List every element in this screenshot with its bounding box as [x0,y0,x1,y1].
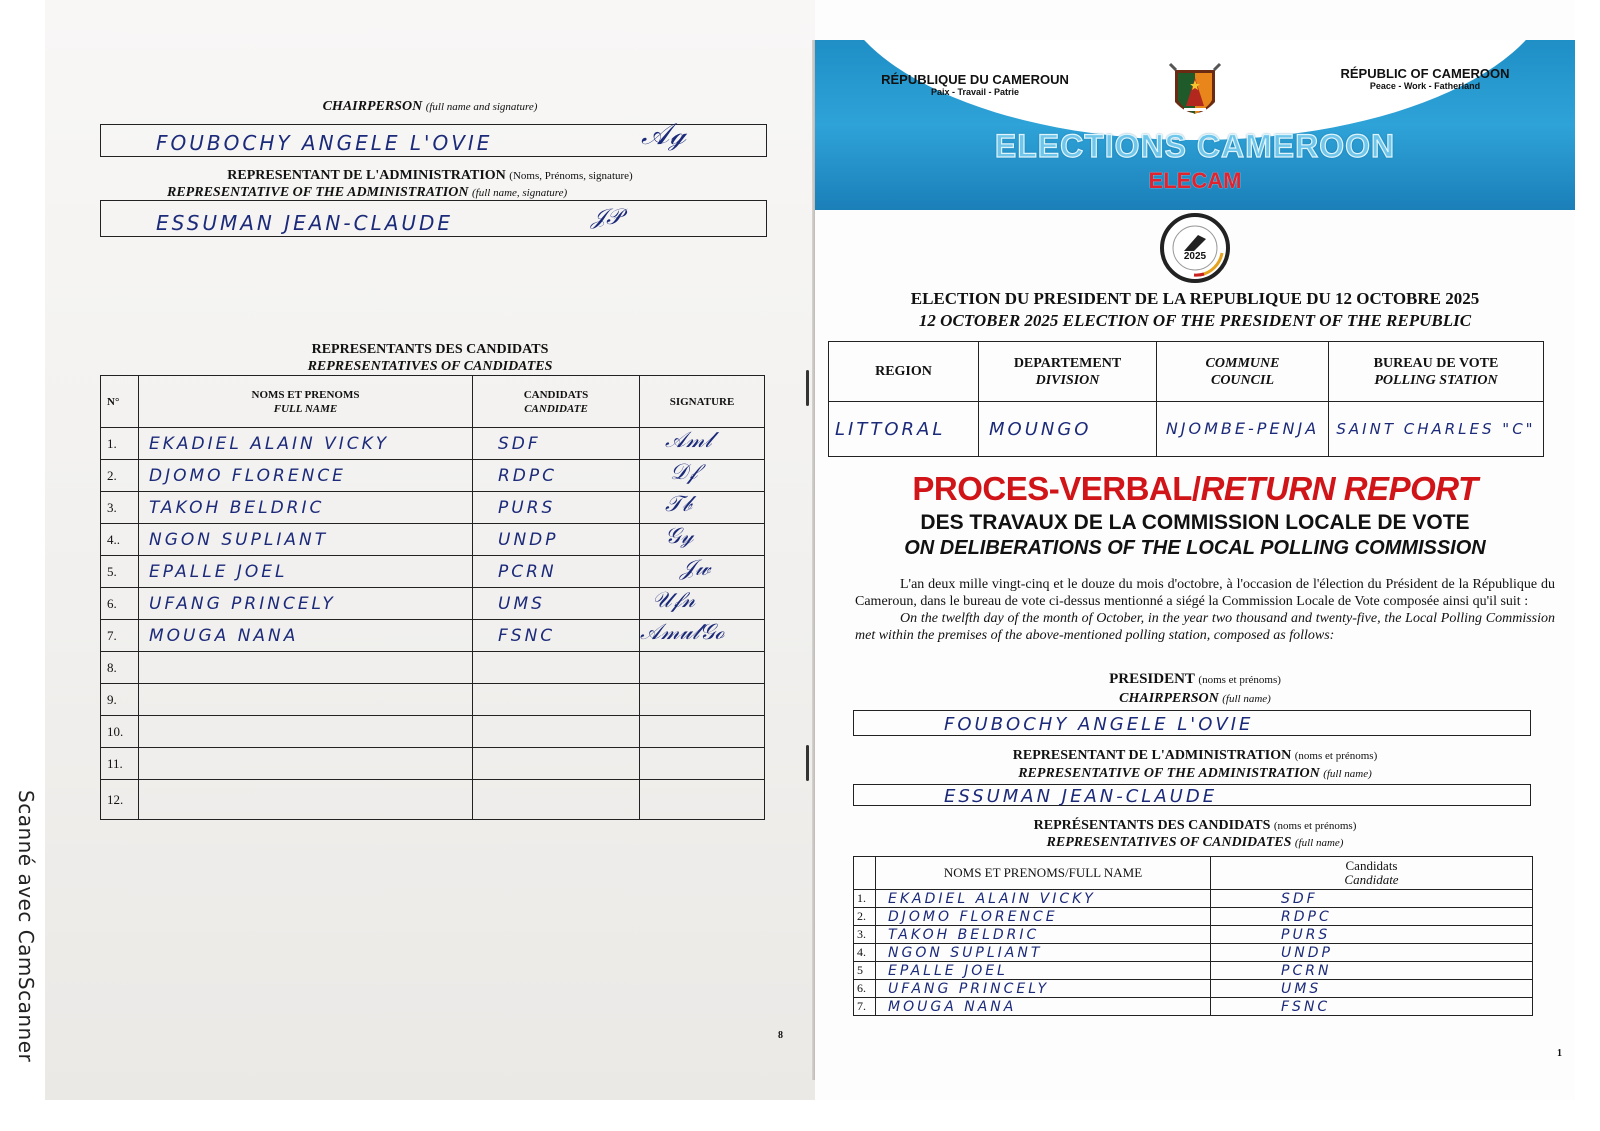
right-page [815,0,1575,1100]
table-row: 6. UFANG PRINCELY UMS 𝒰𝒻𝓃 [101,588,765,620]
coat-of-arms-icon [1160,62,1230,132]
col-candidate: CANDIDATS CANDIDATE [473,376,640,428]
signature-icon: 𝒢𝓎 [665,524,694,549]
rep-party: PURS [1281,926,1331,943]
report-subtitle-fr: DES TRAVAUX DE LA COMMISSION LOCALE DE VOTE [920,511,1470,534]
rep-name: MOUGA NANA [888,998,1017,1015]
page-number: 8 [778,1030,783,1041]
rep-party: UMS [498,593,545,614]
administration-label-fr: REPRESENTANT DE L'ADMINISTRATION (Noms, Prénoms, signature) [227,168,633,183]
rep-party: SDF [1281,890,1318,907]
representatives-label-fr: REPRÉSENTANTS DES CANDIDATS (noms et prénoms) [1033,818,1357,833]
staple-top [806,370,809,406]
table-row: 1. EKADIEL ALAIN VICKY SDF [854,890,1533,908]
rep-name: UFANG PRINCELY [888,980,1050,997]
table-row: 4. NGON SUPLIANT UNDP [854,944,1533,962]
council-value: NJOMBE-PENJA [1165,419,1320,438]
intro-fr: L'an deux mille vingt-cinq et le douze du mois d'octobre, à l'occasion de l'élection du Président de la République du Cameroun, dans le bureau de vote ci-dessus mentionné a siégé la Commission Locale de Vote composée ainsi qu'il suit : [855,577,1555,609]
president-label-en: CHAIRPERSON (full name) [1119,691,1271,706]
rep-name: DJOMO FLORENCE [888,908,1058,925]
administration-label-fr: REPRESENTANT DE L'ADMINISTRATION (noms et prénoms) [1012,748,1378,763]
republic-en: RÉPUBLIC OF CAMEROON Peace - Work - Fatherland [1340,66,1510,91]
chairperson-name: FOUBOCHY ANGELE L'OVIE [156,131,493,155]
region-value: LITTORAL [835,418,946,440]
rep-party: PURS [498,497,556,518]
table-row: 7. MOUGA NANA FSNC [854,998,1533,1016]
table-row: 9. [101,684,765,716]
rep-party: UNDP [498,529,559,550]
administration-name-field[interactable] [853,784,1531,806]
representatives-signature-table [100,375,765,820]
table-row: 4.. NGON SUPLIANT UNDP 𝒢𝓎 [101,524,765,556]
table-row: 7. MOUGA NANA FSNC 𝒜𝓂𝓊𝓁𝒢ℴ [101,620,765,652]
representatives-title-fr: REPRESENTANTS DES CANDIDATS [311,342,549,357]
rep-name: TAKOH BELDRIC [888,926,1040,943]
location-table [828,341,1544,457]
chairperson-field[interactable] [100,117,767,157]
signature-icon: 𝒜𝓂𝓊𝓁𝒢ℴ [640,620,725,645]
election-title-fr: ELECTION DU PRESIDENT DE LA REPUBLIQUE DU 12 OCTOBRE 2025 [910,289,1480,308]
table-row: 11. [101,748,765,780]
administration-label-en: REPRESENTATIVE OF THE ADMINISTRATION (full name) [1018,766,1372,781]
table-row: 10. [101,716,765,748]
table-header-row [854,857,1533,890]
representatives-title-en: REPRESENTATIVES OF CANDIDATES [307,359,553,374]
location-header-row [829,342,1544,402]
president-name: FOUBOCHY ANGELE L'OVIE [944,714,1254,735]
table-row: 5 EPALLE JOEL PCRN [854,962,1533,980]
president-label-fr: PRESIDENT (noms et prénoms) [1109,671,1281,687]
table-row: 12. [101,780,765,820]
signature-icon: 𝒯𝒷 [665,492,692,517]
intro-paragraph [855,576,1555,644]
signature-icon: 𝒰𝒻𝓃 [652,588,696,613]
signature-icon: 𝒜𝓂𝓁 [665,428,712,453]
president-name-field[interactable] [853,710,1531,736]
report-subtitle-en: ON DELIBERATIONS OF THE LOCAL POLLING COMMISSION [904,537,1486,559]
council-header: COMMUNE COUNCIL [1157,342,1329,402]
rep-party: PCRN [498,561,557,582]
administration-name: ESSUMAN JEAN-CLAUDE [156,211,454,235]
rep-name: MOUGA NANA [149,625,299,646]
table-row: 5. EPALLE JOEL PCRN 𝒥𝓌 [101,556,765,588]
representatives-label-en: REPRESENTATIVES OF CANDIDATES (full name) [1046,835,1344,850]
elections-cameroon-title: ELECTIONS CAMEROON [994,128,1396,164]
election-title-en: 12 OCTOBER 2025 ELECTION OF THE PRESIDENT OF THE REPUBLIC [918,311,1472,330]
col-full-name: NOMS ET PRENOMS FULL NAME [139,376,473,428]
rep-name: NGON SUPLIANT [149,529,329,550]
staple-bottom [806,745,809,781]
rep-party: RDPC [1281,908,1332,925]
location-value-row [829,402,1544,457]
rep-name: EPALLE JOEL [149,561,288,582]
page-number: 1 [1557,1048,1562,1059]
polling-station-header: BUREAU DE VOTE POLLING STATION [1329,342,1544,402]
rep-name: NGON SUPLIANT [888,944,1043,961]
rep-party: UNDP [1281,944,1333,961]
administration-label-en: REPRESENTATIVE OF THE ADMINISTRATION (full name, signature) [167,185,568,200]
rep-name: EKADIEL ALAIN VICKY [149,433,390,454]
elecam-header-banner [815,40,1575,210]
presidential-election-seal-icon: 2025 [1160,213,1230,283]
table-row: 8. [101,652,765,684]
republic-fr: RÉPUBLIQUE DU CAMEROUN Paix - Travail - Patrie [881,72,1069,97]
table-row: 2. DJOMO FLORENCE RDPC [854,908,1533,926]
table-row: 1. EKADIEL ALAIN VICKY SDF 𝒜𝓂𝓁 [101,428,765,460]
rep-name: TAKOH BELDRIC [149,497,325,518]
table-row: 2. DJOMO FLORENCE RDPC 𝒟𝒻 [101,460,765,492]
signature-icon: 𝒟𝒻 [670,460,698,485]
rep-party: PCRN [1281,962,1332,979]
table-row: 3. TAKOH BELDRIC PURS [854,926,1533,944]
left-page [45,0,815,1100]
rep-name: EPALLE JOEL [888,962,1008,979]
camscanner-watermark: Scanné avec CamScanner [14,790,38,1063]
rep-name: DJOMO FLORENCE [149,465,346,486]
col-num: N° [101,376,139,428]
polling-station-value: SAINT CHARLES "C" [1336,419,1536,438]
signature-icon: 𝒥𝓌 [680,556,711,581]
administration-field[interactable] [100,200,767,237]
rep-party: RDPC [498,465,558,486]
col-candidate: Candidats Candidate [1211,857,1533,890]
chairperson-signature-icon: 𝒜ℊ [641,117,686,152]
rep-party: SDF [498,433,541,454]
candidate-representatives-table [853,856,1533,1016]
rep-name: EKADIEL ALAIN VICKY [888,890,1096,907]
table-header-row [101,376,765,428]
table-row: 6. UFANG PRINCELY UMS [854,980,1533,998]
rep-name: UFANG PRINCELY [149,593,336,614]
division-header: DEPARTEMENT DIVISION [979,342,1157,402]
rep-party: FSNC [1281,998,1331,1015]
intro-en: On the twelfth day of the month of October, in the year two thousand and twenty-five, the Local Polling Commission met within the premises of the above-mentioned polling station, composed as follows: [855,611,1555,643]
elecam-acronym: ELECAM [1148,168,1242,193]
division-value: MOUNGO [989,418,1092,440]
rep-party: UMS [1281,980,1322,997]
col-full-name: NOMS ET PRENOMS/FULL NAME [876,857,1211,890]
chairperson-label: CHAIRPERSON (full name and signature) [322,99,538,114]
table-row: 3. TAKOH BELDRIC PURS 𝒯𝒷 [101,492,765,524]
region-header: REGION [829,342,979,402]
col-signature: SIGNATURE [640,376,765,428]
administration-signature-icon: 𝒥𝒫 [591,205,623,230]
report-title: PROCES-VERBAL/RETURN REPORT [912,470,1478,507]
rep-party: FSNC [498,625,556,646]
administration-name: ESSUMAN JEAN-CLAUDE [944,786,1218,807]
